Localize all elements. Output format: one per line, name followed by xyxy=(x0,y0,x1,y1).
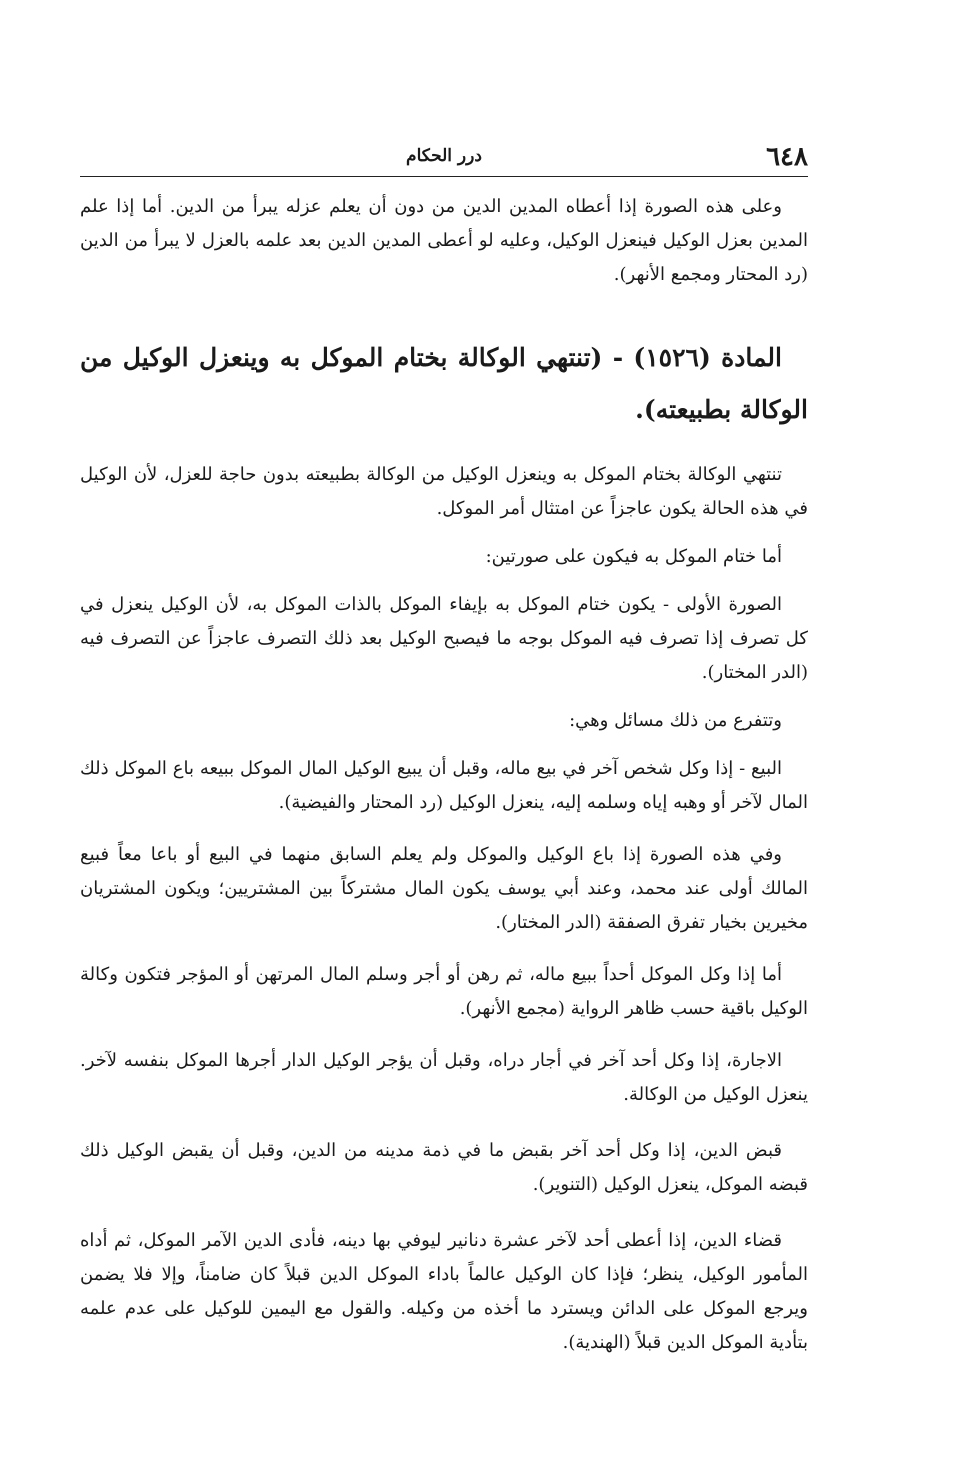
paragraph: قبض الدين، إذا وكل أحد آخر بقبض ما في ذمة مدينه من الدين، وقبل أن يقبض الوكيل ذلك قبضه الموكل، ينعزل الوكيل (التنوير). xyxy=(80,1140,808,1195)
paragraph: أما ختام الموكل به فيكون على صورتين: xyxy=(485,546,782,567)
paragraph: تنتهي الوكالة بختام الموكل به وينعزل الوكيل من الوكالة بطبيعته بدون حاجة للعزل، لأن الوكيل في هذه الحالة يكون عاجزاً عن امتثال أمر الموكل. xyxy=(80,464,808,519)
paragraph: الصورة الأولى - يكون ختام الموكل به بإيفاء الموكل بالذات الموكل به، لأن الوكيل ينعزل في كل تصرف إذا تصرف فيه الموكل بوجه ما فيصبح الوكيل بعد ذلك التصرف عاجزاً عن التصرف فيه (الدر المختار). xyxy=(80,594,808,683)
article-heading: المادة (١٥٢٦) - (تنتهي الوكالة بختام الموكل به وينعزل الوكيل من الوكالة بطبيعته). xyxy=(80,343,808,424)
paragraph: وفي هذه الصورة إذا باع الوكيل والموكل ولم يعلم السابق منهما في البيع أو باعا معاً فبيع المالك أولى عند محمد، وعند أبي يوسف يكون المال مشتركاً بين المشتريين؛ ويكون المشتريان مخيرين بخيار تفرق الصفقة (الدر المختار). xyxy=(80,844,808,933)
paragraph: وتتفرع من ذلك مسائل وهي: xyxy=(569,710,782,731)
paragraph: قضاء الدين، إذا أعطى أحد لآخر عشرة دنانير ليوفي بها دينه، فأدى الدين الآمر الموكل، ثم أداه المأمور الوكيل، ينظر؛ فإذا كان الوكيل عالماً باداء الموكل الدين قبلاً كان ضامناً، وإلا فلا يضمن ويرجع الموكل على الدائن ويسترد ما أخذه من وكيله. والقول مع اليمين للوكيل على عدم علمه بتأدية الموكل الدين قبلاً (الهندية). xyxy=(80,1230,808,1353)
paragraph: وعلى هذه الصورة إذا أعطاه المدين الدين من دون أن يعلم عزله يبرأ من الدين. أما إذا علم المدين بعزل الوكيل فينعزل الوكيل، وعليه لو أعطى المدين الدين بعد علمه بالعزل لا يبرأ من الدين (رد المحتار ومجمع الأنهر). xyxy=(80,196,808,285)
paragraph: أما إذا وكل الموكل أحداً ببيع ماله، ثم رهن أو أجر وسلم المال المرتهن أو المؤجر فتكون وكالة الوكيل باقية حسب ظاهر الرواية (مجمع الأنهر). xyxy=(80,964,808,1019)
paragraph: الاجارة، إذا وكل أحد آخر في أجار دراه، وقبل أن يؤجر الوكيل الدار أجرها الموكل بنفسه لآخر. ينعزل الوكيل من الوكالة. xyxy=(80,1050,808,1105)
page-body xyxy=(80,190,808,1360)
running-title: درر الحكام xyxy=(406,146,482,166)
page-header xyxy=(80,140,808,177)
paragraph: البيع - إذا وكل شخص آخر في بيع ماله، وقبل أن يبيع الوكيل المال الموكل ببيعه باع الموكل ذلك المال لآخر أو وهبه إياه وسلمه إليه، ينعزل الوكيل (رد المحتار والفيضية). xyxy=(80,758,808,813)
page-number: ٦٤٨ xyxy=(766,142,808,172)
